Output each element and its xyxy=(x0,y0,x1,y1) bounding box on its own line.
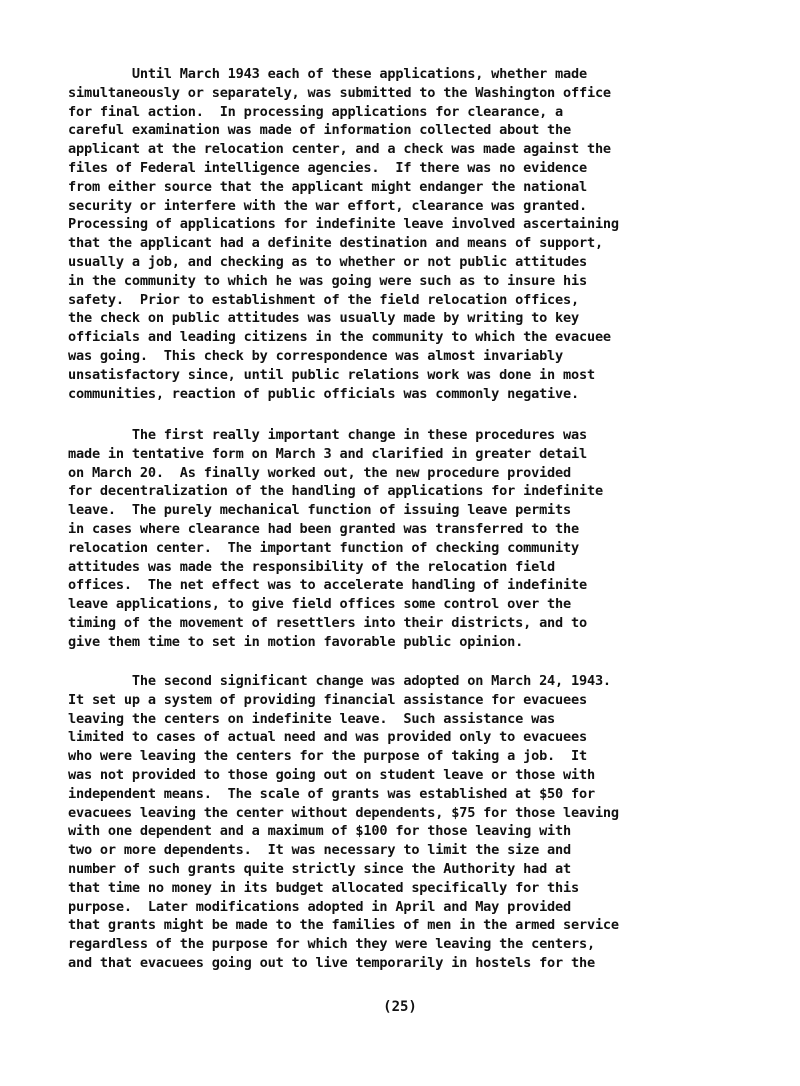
text-line: limited to cases of actual need and was provided only to evacuees xyxy=(68,729,587,746)
text-line: relocation center. The important function of checking community xyxy=(68,539,579,556)
text-line: applicant at the relocation center, and a check was made against the xyxy=(68,141,611,158)
text-line: from either source that the applicant might endanger the national xyxy=(68,178,587,195)
text-line: simultaneously or separately, was submitted to the Washington office xyxy=(68,84,611,101)
text-line: in cases where clearance had been granted was transferred to the xyxy=(68,520,579,537)
text-line: purpose. Later modifications adopted in April and May provided xyxy=(68,898,572,915)
text-line: security or interfere with the war effort, clearance was granted. xyxy=(68,197,587,214)
text-line: regardless of the purpose for which they were leaving the centers, xyxy=(68,936,595,953)
text-line: offices. The net effect was to accelerate handling of indefinite xyxy=(68,577,587,594)
text-line: leave applications, to give field offices some control over the xyxy=(68,596,572,613)
text-line: was going. This check by correspondence was almost invariably xyxy=(68,347,564,364)
paragraph-3 xyxy=(68,672,768,973)
text-line: The second significant change was adopted on March 24, 1943. xyxy=(68,673,611,689)
text-line: that grants might be made to the families of men in the armed service xyxy=(68,917,619,934)
text-line: officials and leading citizens in the community to which the evacuee xyxy=(68,329,611,346)
text-line: number of such grants quite strictly since the Authority had at xyxy=(68,860,572,877)
text-line: communities, reaction of public officials was commonly negative. xyxy=(68,385,579,402)
text-line: careful examination was made of information collected about the xyxy=(68,122,572,139)
text-line: two or more dependents. It was necessary to limit the size and xyxy=(68,842,572,859)
paragraph-2 xyxy=(68,426,768,652)
text-line: for decentralization of the handling of applications for indefinite xyxy=(68,483,603,500)
text-line: that the applicant had a definite destination and means of support, xyxy=(68,235,603,252)
text-line: unsatisfactory since, until public relations work was done in most xyxy=(68,366,595,383)
text-line: files of Federal intelligence agencies. If there was no evidence xyxy=(68,159,587,176)
text-line: Processing of applications for indefinite leave involved ascertaining xyxy=(68,216,619,233)
paragraph-1 xyxy=(68,65,768,403)
page-number: (25) xyxy=(383,999,417,1015)
text-line: leaving the centers on indefinite leave. Such assistance was xyxy=(68,710,556,727)
text-line: for final action. In processing applications for clearance, a xyxy=(68,103,564,120)
text-line: in the community to which he was going were such as to insure his xyxy=(68,272,587,289)
text-line: and that evacuees going out to live temporarily in hostels for the xyxy=(68,954,595,971)
text-line: who were leaving the centers for the purpose of taking a job. It xyxy=(68,748,587,765)
text-line: Until March 1943 each of these applications, whether made xyxy=(68,66,587,82)
text-line: with one dependent and a maximum of $100 for those leaving with xyxy=(68,823,572,840)
text-line: safety. Prior to establishment of the field relocation offices, xyxy=(68,291,579,308)
text-line: timing of the movement of resettlers into their districts, and to xyxy=(68,614,587,631)
text-line: independent means. The scale of grants was established at $50 for xyxy=(68,785,595,802)
text-line: on March 20. As finally worked out, the new procedure provided xyxy=(68,464,572,481)
text-line: that time no money in its budget allocated specifically for this xyxy=(68,879,579,896)
text-line: It set up a system of providing financial assistance for evacuees xyxy=(68,691,587,708)
text-line: give them time to set in motion favorable public opinion. xyxy=(68,633,524,650)
text-line: made in tentative form on March 3 and clarified in greater detail xyxy=(68,445,587,462)
text-line: leave. The purely mechanical function of issuing leave permits xyxy=(68,502,572,519)
text-line: evacuees leaving the center without dependents, $75 for those leaving xyxy=(68,804,619,821)
text-line: attitudes was made the responsibility of the relocation field xyxy=(68,558,556,575)
text-line: usually a job, and checking as to whether or not public attitudes xyxy=(68,253,587,270)
text-line: the check on public attitudes was usually made by writing to key xyxy=(68,310,579,327)
text-line: was not provided to those going out on student leave or those with xyxy=(68,766,595,783)
text-line: The first really important change in these procedures was xyxy=(68,427,587,443)
